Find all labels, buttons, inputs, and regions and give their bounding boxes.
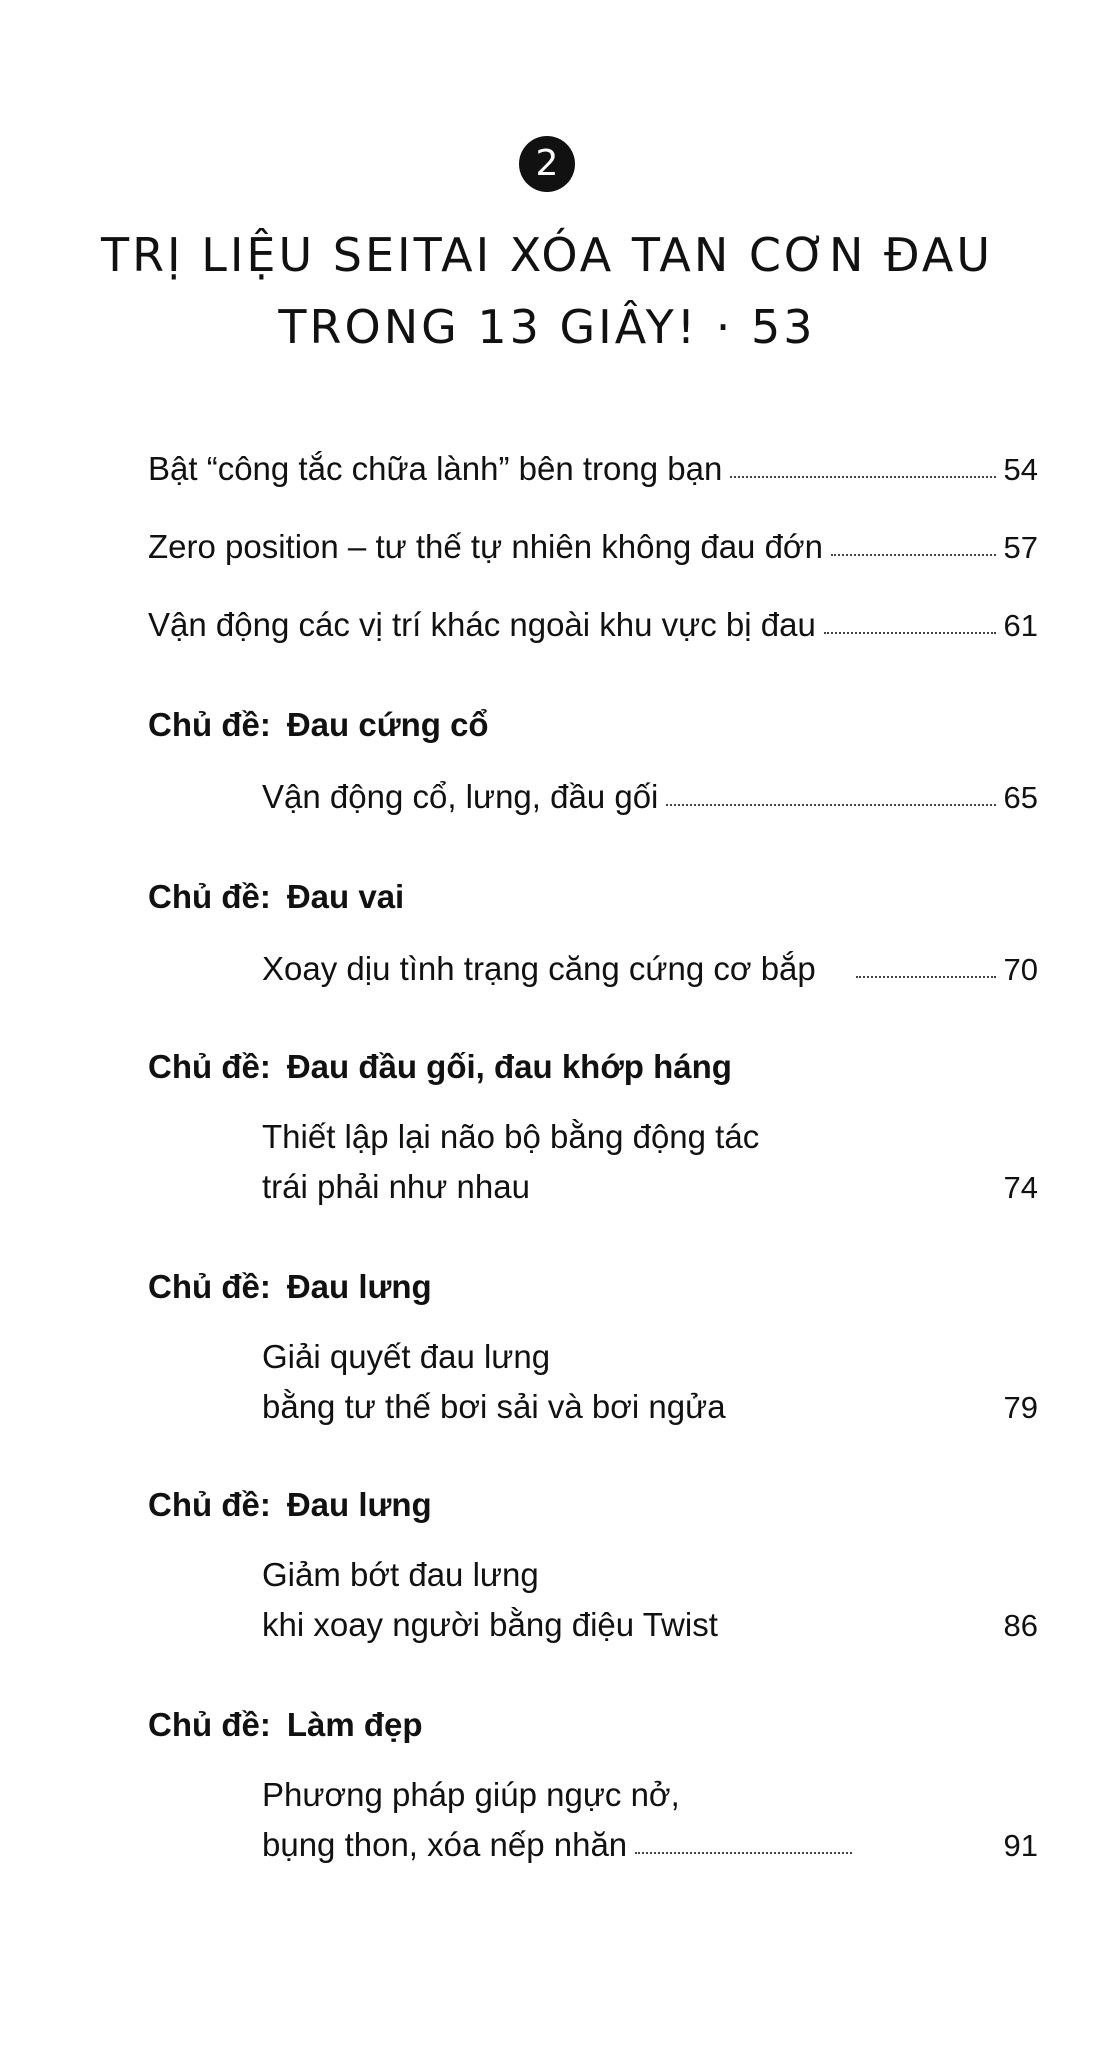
toc-entry-text: khi xoay người bằng điệu Twist [262,1606,718,1643]
topic-heading [148,708,489,741]
topic-heading [148,880,404,913]
toc-entry-text: bằng tư thế bơi sải và bơi ngửa [262,1388,726,1425]
dot-leader [824,632,996,634]
toc-entry-text: trái phải như nhau [262,1168,530,1205]
toc-entry-line: Giảm bớt đau lưng [262,1556,539,1593]
toc-entry[interactable] [148,530,1038,563]
toc-entry-page: 74 [1003,1170,1038,1205]
toc-entry-text: Bật “công tắc chữa lành” bên trong bạn [148,450,723,487]
dot-leader [831,554,996,556]
chapter-title-line-2: TRONG 13 GIÂY! · 53 [278,300,816,354]
topic-prefix: Chủ đề: [148,1268,271,1305]
toc-entry-line: Phương pháp giúp ngực nở, [262,1776,680,1813]
toc-entry[interactable] [262,1390,1038,1423]
topic-prefix: Chủ đề: [148,1706,271,1743]
topic-prefix: Chủ đề: [148,1048,271,1085]
toc-entry[interactable] [262,1608,1038,1641]
toc-entry-line: Giải quyết đau lưng [262,1338,551,1375]
topic-name: Đau lưng [286,1268,432,1305]
toc-entry-page: 79 [1003,1390,1038,1425]
topic-heading [148,1708,423,1741]
toc-entry[interactable] [148,452,1038,485]
topic-name: Đau đầu gối, đau khớp háng [286,1048,732,1085]
toc-entry-page: 57 [1003,530,1038,565]
topic-name: Đau vai [286,878,405,915]
toc-entry-page: 54 [1003,452,1038,487]
toc-entry-page: 70 [1003,952,1038,987]
toc-entry-page: 65 [1003,780,1038,815]
toc-entry-page: 61 [1003,608,1038,643]
chapter-number: 2 [535,143,559,184]
topic-name: Đau cứng cổ [286,706,489,743]
topic-prefix: Chủ đề: [148,1486,271,1523]
toc-entry-text: Vận động cổ, lưng, đầu gối [262,778,659,815]
toc-entry[interactable] [262,1828,1038,1861]
topic-name: Đau lưng [286,1486,432,1523]
toc-entry-line: Thiết lập lại não bộ bằng động tác [262,1118,760,1155]
topic-heading [148,1270,432,1303]
toc-entry-page: 91 [1003,1828,1038,1863]
topic-heading [148,1050,732,1083]
toc-entry-text: Zero position – tư thế tự nhiên không đau đớn [148,528,823,565]
topic-prefix: Chủ đề: [148,878,271,915]
toc-entry[interactable] [262,780,1038,813]
topic-prefix: Chủ đề: [148,706,271,743]
dot-leader [666,804,996,806]
toc-entry-text: bụng thon, xóa nếp nhăn [262,1826,628,1863]
topic-name: Làm đẹp [286,1706,423,1743]
toc-entry[interactable] [148,608,1038,641]
dot-leader [635,1852,852,1854]
toc-entry[interactable] [262,1170,1038,1203]
toc-entry-page: 86 [1003,1608,1038,1643]
toc-entry-text: Xoay dịu tình trạng căng cứng cơ bắp [262,950,816,987]
topic-heading [148,1488,432,1521]
toc-entry[interactable] [262,952,1038,985]
chapter-number-badge [519,136,575,192]
dot-leader [730,476,996,478]
toc-entry-text: Vận động các vị trí khác ngoài khu vực bị đau [148,606,816,643]
dot-leader [856,976,996,978]
chapter-title-line-1: TRỊ LIỆU SEITAI XÓA TAN CƠN ĐAU [100,228,994,282]
